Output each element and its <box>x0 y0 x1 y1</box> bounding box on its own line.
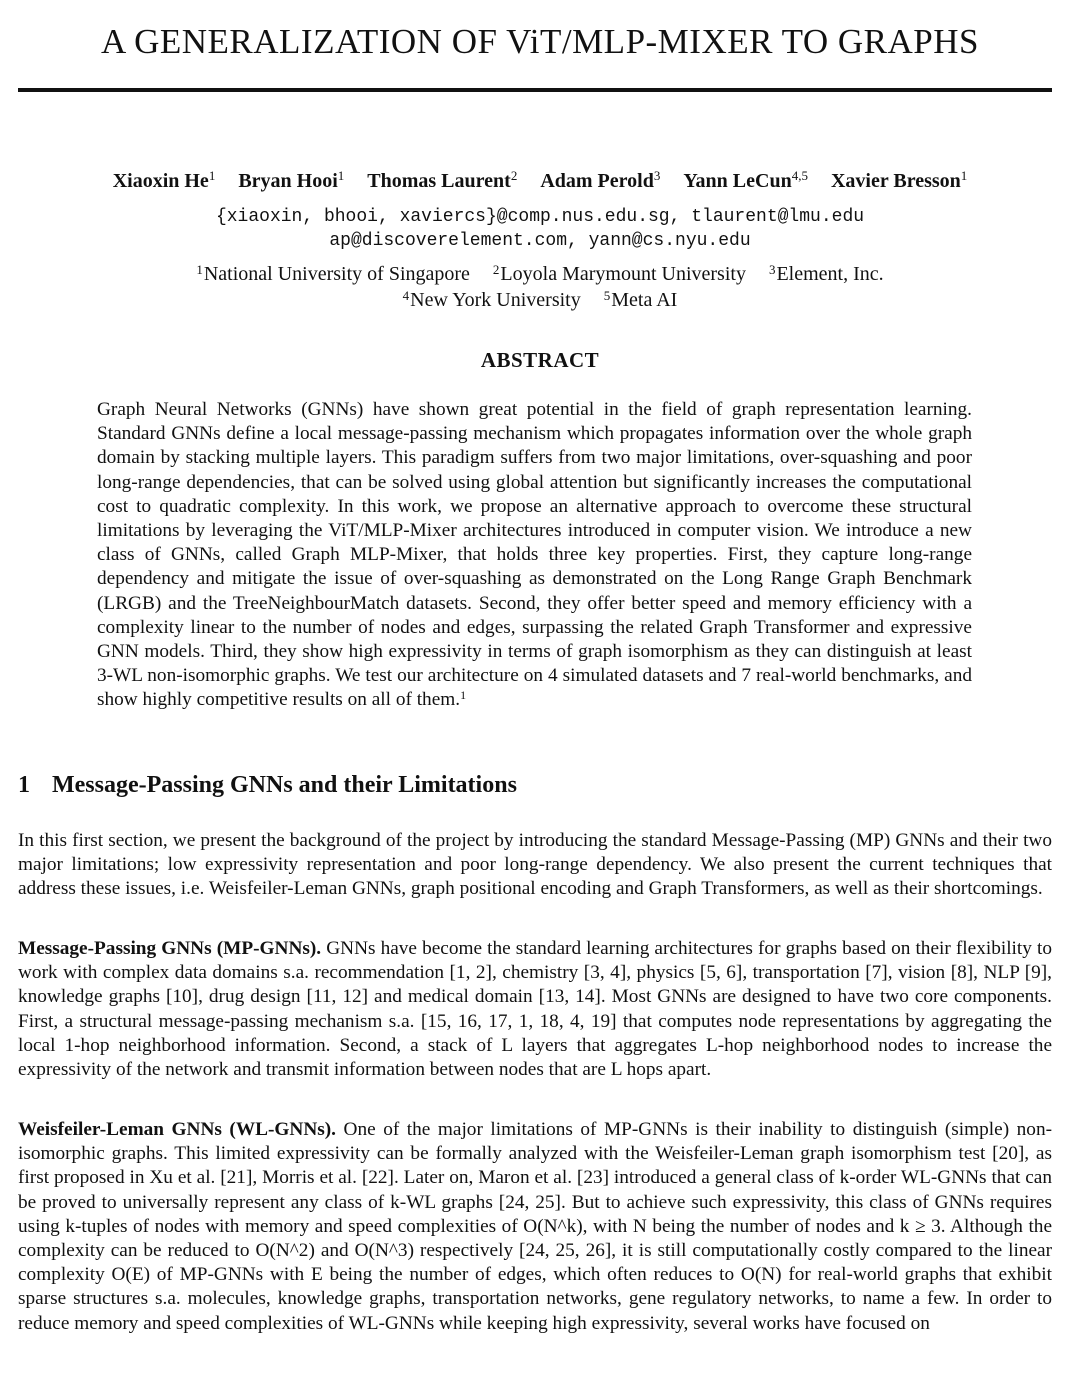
affiliations <box>0 261 1080 313</box>
paragraph-wl-gnns <box>18 1118 1052 1336</box>
affiliation: $^3$Element, Inc. <box>768 262 884 285</box>
email-line: ap@discoverelement.com, yann@cs.nyu.edu <box>329 231 751 251</box>
footnote-mark[interactable]: 1 <box>460 688 467 703</box>
affiliation: $^1$National University of Singapore <box>196 262 470 285</box>
paragraph-mp-gnns <box>18 937 1052 1082</box>
author-emails <box>0 205 1080 253</box>
title-rule <box>18 88 1052 92</box>
paper-title: A GENERALIZATION OF ViT/MLP-MIXER TO GRAPHS <box>101 22 979 61</box>
author: Xavier Bresson$^1$ <box>830 168 968 192</box>
author: Thomas Laurent$^2$ <box>367 168 518 192</box>
paragraph-body: GNNs have become the standard learning architectures for graphs based on their flexibility to work with complex data domains s.a. recommendation [1, 2], chemistry [3, 4], physics [5, 6], transportation [7], vision [8], NLP [9], knowledge graphs [10], drug design [11, 12] and medical domain [13, 14]. Most GNNs are designed to have two core components. First, a structural message-passing mechanism s.a. [15, 16, 17, 1, 18, 4, 19] that computes node representations by aggregating the local 1-hop neighborhood information. Second, a stack of L layers that aggregates L-hop neighborhood nodes to increase the expressivity of the network and transmit information between nodes that are L hops apart. <box>18 938 1053 1081</box>
section-heading <box>18 772 517 799</box>
paragraph-heading: Message-Passing GNNs (MP-GNNs). <box>18 938 322 959</box>
section-intro: In this first section, we present the background of the project by introducing the standard Message-Passing (MP) GNNs and their two major limitations; low expressivity representation and poor long-range dependency. We also present the current techniques that address these issues, i.e. Weisfeiler-Leman GNNs, graph positional encoding and Graph Transformers, as well as their shortcomings. <box>18 830 1052 900</box>
abstract-heading: ABSTRACT <box>480 348 600 372</box>
affiliation: $^4$New York University <box>402 288 581 311</box>
email-line: {xiaoxin, bhooi, xaviercs}@comp.nus.edu.sg, tlaurent@lmu.edu <box>215 207 865 227</box>
author: Adam Perold$^3$ <box>540 168 661 192</box>
affiliation: $^5$Meta AI <box>603 288 678 311</box>
author: Yann LeCun$^{4,5}$ <box>683 168 808 192</box>
section-number: 1 <box>18 772 30 798</box>
affiliation: $^2$Loyola Marymount University <box>492 262 746 285</box>
section-title: Message-Passing GNNs and their Limitations <box>52 772 517 798</box>
author: Bryan Hooi$^1$ <box>238 168 345 192</box>
paragraph-body: One of the major limitations of MP-GNNs is their inability to distinguish (simple) non-isomorphic graphs. This limited expressivity can be formally analyzed with the Weisfeiler-Leman graph isomorphism test [20], as first proposed in Xu et al. [21], Morris et al. [22]. Later on, Maron et al. [23] introduced a general class of k-order WL-GNNs that can be proved to universally represent any class of k-WL graphs [24, 25]. But to achieve such expressivity, this class of GNNs requires using k-tuples of nodes with memory and speed complexities of O(N^k), with N being the number of nodes and k ≥ 3. Although the complexity can be reduced to O(N^2) and O(N^3) respectively [24, 25, 26], it is still computationally costly compared to the linear complexity O(E) of MP-GNNs with E being the number of edges, which often reduces to O(N) for real-world graphs that exhibit sparse structures s.a. molecules, knowledge graphs, transportation networks, gene regulatory networks, to name a few. In order to reduce memory and speed complexities of WL-GNNs while keeping high expressivity, several works have focused on <box>18 1119 1053 1334</box>
paragraph-heading: Weisfeiler-Leman GNNs (WL-GNNs). <box>18 1119 336 1140</box>
author-list <box>0 170 1080 193</box>
affiliation-line <box>0 261 1080 287</box>
author: Xiaoxin He$^1$ <box>112 168 216 192</box>
abstract-text: Graph Neural Networks (GNNs) have shown great potential in the field of graph representation learning. Standard GNNs define a local message-passing mechanism which propagates information over the whole graph domain by stacking multiple layers. This paradigm suffers from two major limitations, over-squashing and poor long-range dependencies, that can be solved using global attention but significantly increases the computational cost to quadratic complexity. In this work, we propose an alternative approach to overcome these structural limitations by leveraging the ViT/MLP-Mixer architectures introduced in computer vision. We introduce a new class of GNNs, called Graph MLP-Mixer, that holds three key properties. First, they capture long-range dependency and mitigate the issue of over-squashing as demonstrated on the Long Range Graph Benchmark (LRGB) and the TreeNeighbourMatch datasets. Second, they offer better speed and memory efficiency with a complexity linear to the number of nodes and edges, surpassing the related Graph Transformer and expressive GNN models. Third, they show high expressivity in terms of graph isomorphism as they can distinguish at least 3-WL non-isomorphic graphs. We test our architecture on 4 simulated datasets and 7 real-world benchmarks, and show highly competitive results on all of them.$^1$ <box>97 399 972 711</box>
affiliation-line <box>0 287 1080 313</box>
